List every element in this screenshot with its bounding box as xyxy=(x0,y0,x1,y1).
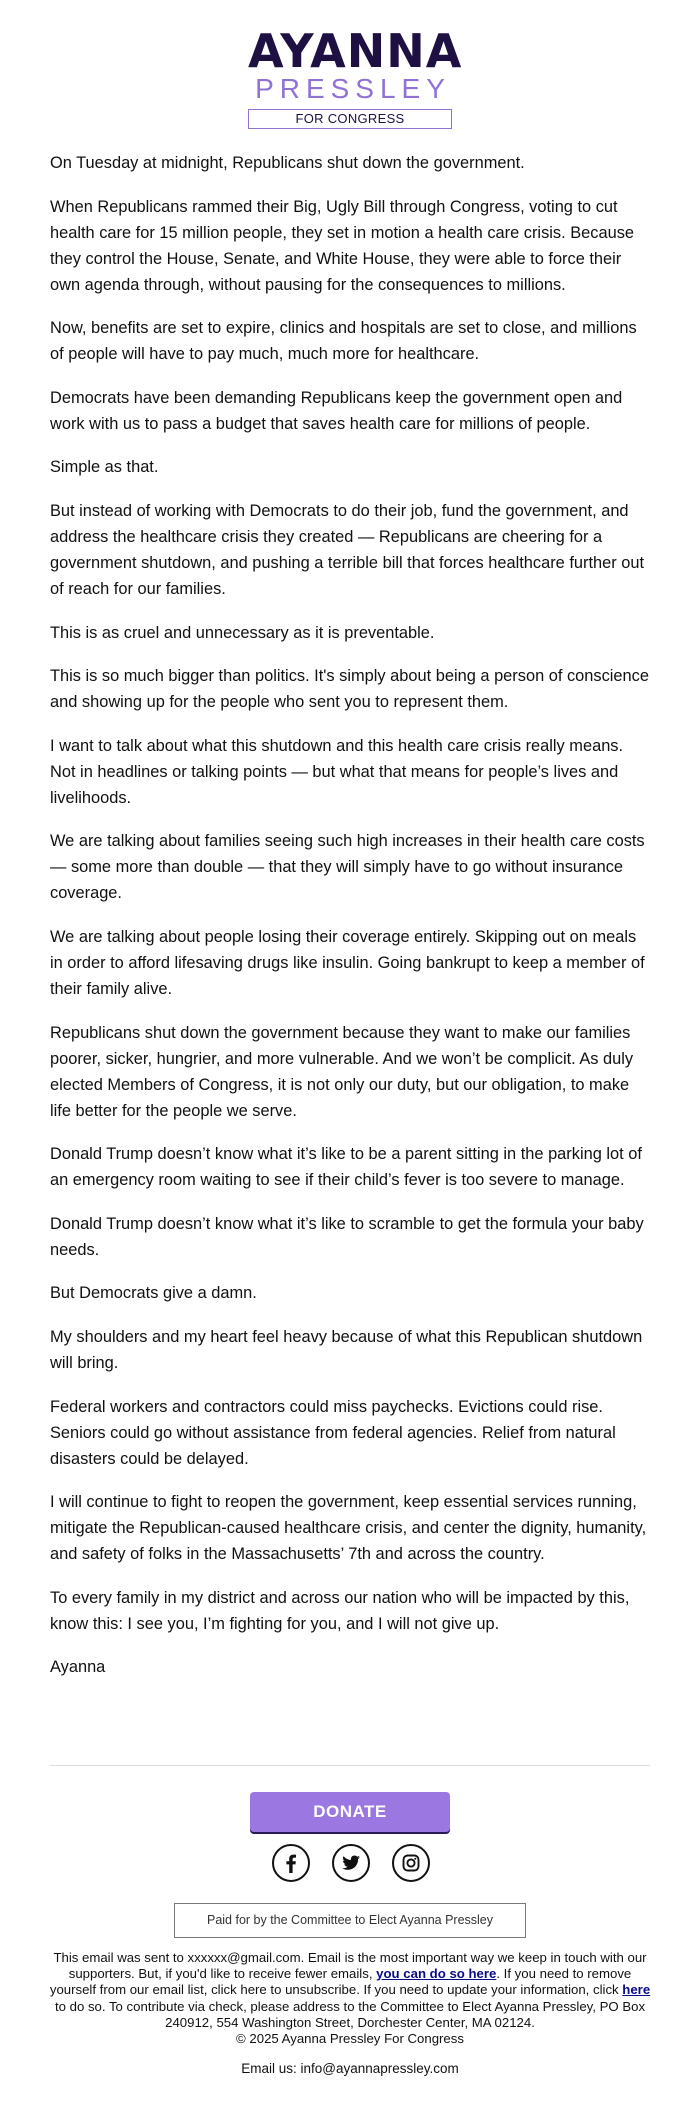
paragraph: My shoulders and my heart feel heavy because of what this Republican shutdown will bring. xyxy=(50,1327,643,1372)
paragraph: This is as cruel and unnecessary as it is preventable. xyxy=(50,623,435,642)
signature: Ayanna xyxy=(50,1658,106,1677)
facebook-icon[interactable] xyxy=(272,1844,310,1882)
fewer-emails-link[interactable]: you can do so here xyxy=(376,1966,497,1982)
paragraph: This is so much bigger than politics. It's simply about being a person of conscience and showing up for the people who sent you to represent them. xyxy=(50,667,649,712)
paragraph: Federal workers and contractors could miss paychecks. Evictions could rise. Seniors could go without assistance from federal agencies. Relief from natural disasters could be delayed. xyxy=(50,1397,616,1468)
twitter-icon[interactable] xyxy=(332,1844,370,1882)
paragraph: I want to talk about what this shutdown and this health care crisis really means. Not in headlines or talking points — but what that means for people’s lives and livelihoods. xyxy=(50,736,624,807)
social-links xyxy=(272,1844,428,1882)
footer-text: to do so. To contribute via check, please address to the Committee to Elect Ayanna Pressley, PO Box 240912, 554 Washington Street, Dorchester Center, MA 02124. xyxy=(54,1998,646,2030)
logo-surname: PRESSLEY xyxy=(255,73,451,104)
update-info-link[interactable]: here xyxy=(622,1982,651,1998)
paragraph: But instead of working with Democrats to do their job, fund the government, and address the healthcare crisis they created — Republicans are cheering for a government shutdown, and pushing a terrible bill that forces healthcare further out of reach for our families. xyxy=(50,501,645,598)
paragraph: When Republicans rammed their Big, Ugly Bill through Congress, voting to cut health care for 15 million people, they set in motion a health care crisis. Because they control the House, Senate, and White House, they were able to force their own agenda through, without pausing for the consequences to millions. xyxy=(50,197,635,294)
paid-for-disclaimer: Paid for by the Committee to Elect Ayanna Pressley xyxy=(174,1903,526,1938)
paragraph: I will continue to fight to reopen the government, keep essential services running, mitigate the Republican-caused healthcare crisis, and center the dignity, humanity, and safety of folks in the Massachusetts’ 7th and across the country. xyxy=(50,1493,647,1564)
paragraph: But Democrats give a damn. xyxy=(50,1284,257,1303)
paragraph: To every family in my district and across our nation who will be impacted by this, know this: I see you, I’m fighting for you, and I will not give up. xyxy=(50,1588,630,1633)
footer-notice xyxy=(45,1950,655,2031)
contact-email[interactable]: Email us: info@ayannapressley.com xyxy=(241,2061,459,2077)
paragraph: We are talking about families seeing such high increases in their health care costs — some more than double — that they will simply have to go without insurance coverage. xyxy=(50,832,645,903)
paragraph: Donald Trump doesn’t know what it’s like to be a parent sitting in the parking lot of an emergency room waiting to see if their child’s fever is too severe to manage. xyxy=(50,1145,642,1190)
paragraph: Democrats have been demanding Republicans keep the government open and work with us to pass a budget that saves health care for millions of people. xyxy=(50,388,623,433)
copyright: © 2025 Ayanna Pressley For Congress xyxy=(236,2031,464,2047)
paragraph: Now, benefits are set to expire, clinics and hospitals are set to close, and millions of people will have to pay much, much more for healthcare. xyxy=(50,319,637,364)
footer-text: . If you need to remove yourself from our email list, click here to unsubscribe. If you need to update your information, click xyxy=(49,1966,632,1998)
paragraph: On Tuesday at midnight, Republicans shut down the government. xyxy=(50,154,525,172)
email-body xyxy=(50,150,650,1698)
email-footer xyxy=(45,1950,655,2077)
campaign-logo[interactable] xyxy=(248,24,463,129)
instagram-icon[interactable] xyxy=(392,1844,430,1882)
paragraph: We are talking about people losing their coverage entirely. Skipping out on meals in order to afford lifesaving drugs like insulin. Going bankrupt to keep a member of their family alive. xyxy=(50,927,645,998)
donate-button[interactable]: DONATE xyxy=(250,1792,450,1832)
logo-tagline: FOR CONGRESS xyxy=(248,109,452,129)
paragraph: Donald Trump doesn’t know what it’s like to scramble to get the formula your baby needs. xyxy=(50,1214,644,1259)
footer-text: This email was sent to xxxxxx@gmail.com. Email is the most important way we keep in touch with our supporters. But, if you'd like to receive fewer emails, xyxy=(53,1950,647,1982)
logo-name: AYANNA xyxy=(248,24,463,78)
paragraph: Republicans shut down the government because they want to make our families poorer, sicker, hungrier, and more vulnerable. And we won’t be complicit. As duly elected Members of Congress, it is not only our duty, but our obligation, to make life better for the people we serve. xyxy=(50,1023,634,1120)
divider xyxy=(50,1765,650,1766)
paragraph: Simple as that. xyxy=(50,458,159,477)
